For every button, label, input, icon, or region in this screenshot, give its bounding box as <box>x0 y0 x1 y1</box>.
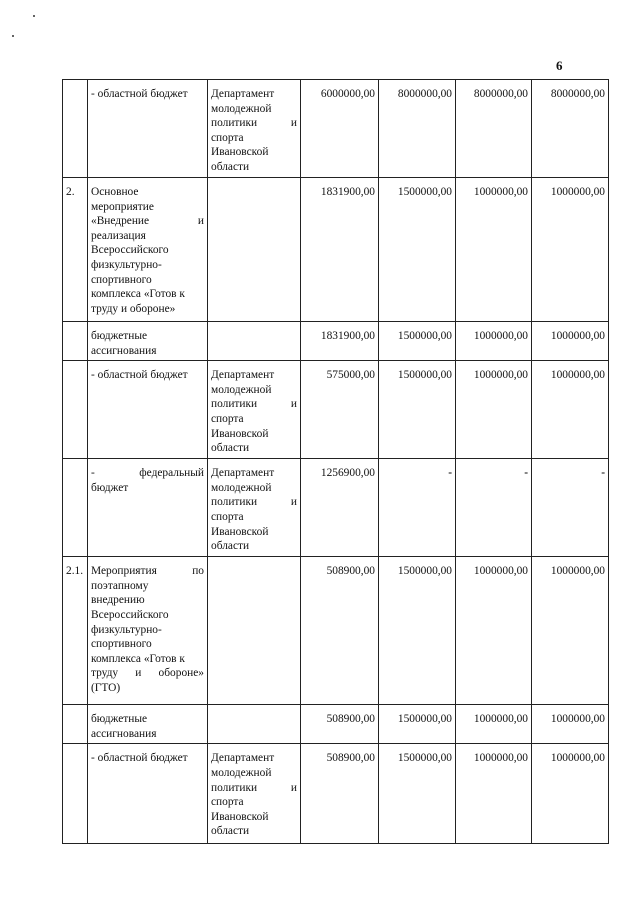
value-cell: 1500000,00 <box>379 705 456 744</box>
value-cell: 1000000,00 <box>532 744 609 844</box>
value-cell: 1256900,00 <box>301 459 379 557</box>
row-index <box>63 744 88 844</box>
value-cell: 1000000,00 <box>456 322 532 361</box>
row-department <box>208 705 301 744</box>
value-cell: 1000000,00 <box>532 557 609 705</box>
department-line: Департамент <box>211 752 275 765</box>
name-line: поэтапному <box>91 579 149 592</box>
name-line: реализация <box>91 229 146 242</box>
name-line: - областной бюджет <box>91 752 188 765</box>
row-name <box>88 361 208 459</box>
department-line: Ивановской <box>211 427 269 440</box>
name-line: Всероссийского <box>91 608 169 621</box>
value-cell: 1000000,00 <box>532 361 609 459</box>
page-number: 6 <box>556 58 563 73</box>
department-line: спорта <box>211 412 244 425</box>
scan-speck <box>33 15 35 17</box>
name-line: Основное <box>91 186 139 198</box>
value-cell: 8000000,00 <box>379 80 456 178</box>
row-department <box>208 322 301 361</box>
row-department <box>208 178 301 322</box>
table-row <box>63 459 609 557</box>
department-line: Ивановской <box>211 525 269 538</box>
department-line: области <box>211 160 250 173</box>
table-row <box>63 744 609 844</box>
table-row <box>63 557 609 705</box>
name-line: ассигнования <box>91 727 157 740</box>
row-index <box>63 80 88 178</box>
department-line: Департамент <box>211 88 275 100</box>
name-line: ассигнования <box>91 344 157 357</box>
department-line: спорта <box>211 510 244 523</box>
row-name <box>88 459 208 557</box>
value-cell: 508900,00 <box>301 557 379 705</box>
table-row <box>63 322 609 361</box>
row-index <box>63 322 88 361</box>
name-line: Всероссийского <box>91 244 169 257</box>
value-cell: 1000000,00 <box>456 557 532 705</box>
table-row <box>63 80 609 178</box>
name-line: физкультурно- <box>91 623 162 636</box>
row-department <box>208 744 301 844</box>
name-line: - областной бюджет <box>91 88 188 100</box>
value-cell: 1500000,00 <box>379 744 456 844</box>
department-line: Ивановской <box>211 146 269 159</box>
name-line: труду и обороне» <box>91 667 204 680</box>
row-index <box>63 361 88 459</box>
value-cell: 1000000,00 <box>456 178 532 322</box>
value-cell: 1000000,00 <box>532 178 609 322</box>
name-line: спортивного <box>91 273 152 286</box>
row-index <box>63 459 88 557</box>
row-name <box>88 80 208 178</box>
row-name <box>88 322 208 361</box>
row-index: 2.1. <box>63 557 88 705</box>
value-cell: 1831900,00 <box>301 322 379 361</box>
value-cell: - <box>456 459 532 557</box>
department-line: Департамент <box>211 369 275 382</box>
name-line: внедрению <box>91 594 145 607</box>
department-line: политики и <box>211 398 297 411</box>
department-line: молодежной <box>211 766 272 779</box>
name-line: бюджетные <box>91 713 148 726</box>
row-department <box>208 80 301 178</box>
value-cell: 1500000,00 <box>379 557 456 705</box>
department-line: политики и <box>211 117 297 130</box>
value-cell: 8000000,00 <box>456 80 532 178</box>
value-cell: 1000000,00 <box>532 705 609 744</box>
department-line: области <box>211 540 250 553</box>
name-line: бюджет <box>91 481 129 494</box>
value-cell: 6000000,00 <box>301 80 379 178</box>
department-line: спорта <box>211 131 244 144</box>
name-line: - федеральный <box>91 467 204 480</box>
name-line: комплекса «Готов к <box>91 288 185 301</box>
table-row <box>63 361 609 459</box>
table-row <box>63 705 609 744</box>
department-line: молодежной <box>211 481 272 494</box>
row-department <box>208 459 301 557</box>
name-line: (ГТО) <box>91 681 121 694</box>
value-cell: 575000,00 <box>301 361 379 459</box>
department-line: политики и <box>211 496 297 509</box>
budget-table-body <box>63 80 609 844</box>
name-line: труду и обороне» <box>91 302 176 315</box>
value-cell: 1000000,00 <box>532 322 609 361</box>
table-row <box>63 178 609 322</box>
row-index: 2. <box>63 178 88 322</box>
value-cell: - <box>532 459 609 557</box>
row-department <box>208 361 301 459</box>
budget-table <box>62 79 609 844</box>
name-line: мероприятие <box>91 200 154 213</box>
row-name <box>88 178 208 322</box>
department-line: спорта <box>211 796 244 809</box>
value-cell: 8000000,00 <box>532 80 609 178</box>
value-cell: 1500000,00 <box>379 322 456 361</box>
row-name <box>88 744 208 844</box>
value-cell: 1000000,00 <box>456 744 532 844</box>
value-cell: 508900,00 <box>301 705 379 744</box>
value-cell: 1000000,00 <box>456 705 532 744</box>
value-cell: 1500000,00 <box>379 178 456 322</box>
row-department <box>208 557 301 705</box>
department-line: области <box>211 442 250 455</box>
value-cell: 508900,00 <box>301 744 379 844</box>
name-line: спортивного <box>91 638 152 651</box>
name-line: бюджетные <box>91 330 148 342</box>
name-line: «Внедрение и <box>91 215 204 228</box>
row-name <box>88 705 208 744</box>
department-line: молодежной <box>211 383 272 396</box>
department-line: Ивановской <box>211 810 269 823</box>
name-line: физкультурно- <box>91 258 162 271</box>
name-line: - областной бюджет <box>91 369 188 382</box>
name-line: Мероприятия по <box>91 565 204 578</box>
name-line: комплекса «Готов к <box>91 652 185 665</box>
value-cell: 1831900,00 <box>301 178 379 322</box>
department-line: Департамент <box>211 467 275 480</box>
value-cell: - <box>379 459 456 557</box>
department-line: области <box>211 825 250 838</box>
value-cell: 1000000,00 <box>456 361 532 459</box>
scan-speck <box>12 35 14 37</box>
row-name <box>88 557 208 705</box>
department-line: политики и <box>211 781 297 794</box>
row-index <box>63 705 88 744</box>
department-line: молодежной <box>211 102 272 115</box>
value-cell: 1500000,00 <box>379 361 456 459</box>
